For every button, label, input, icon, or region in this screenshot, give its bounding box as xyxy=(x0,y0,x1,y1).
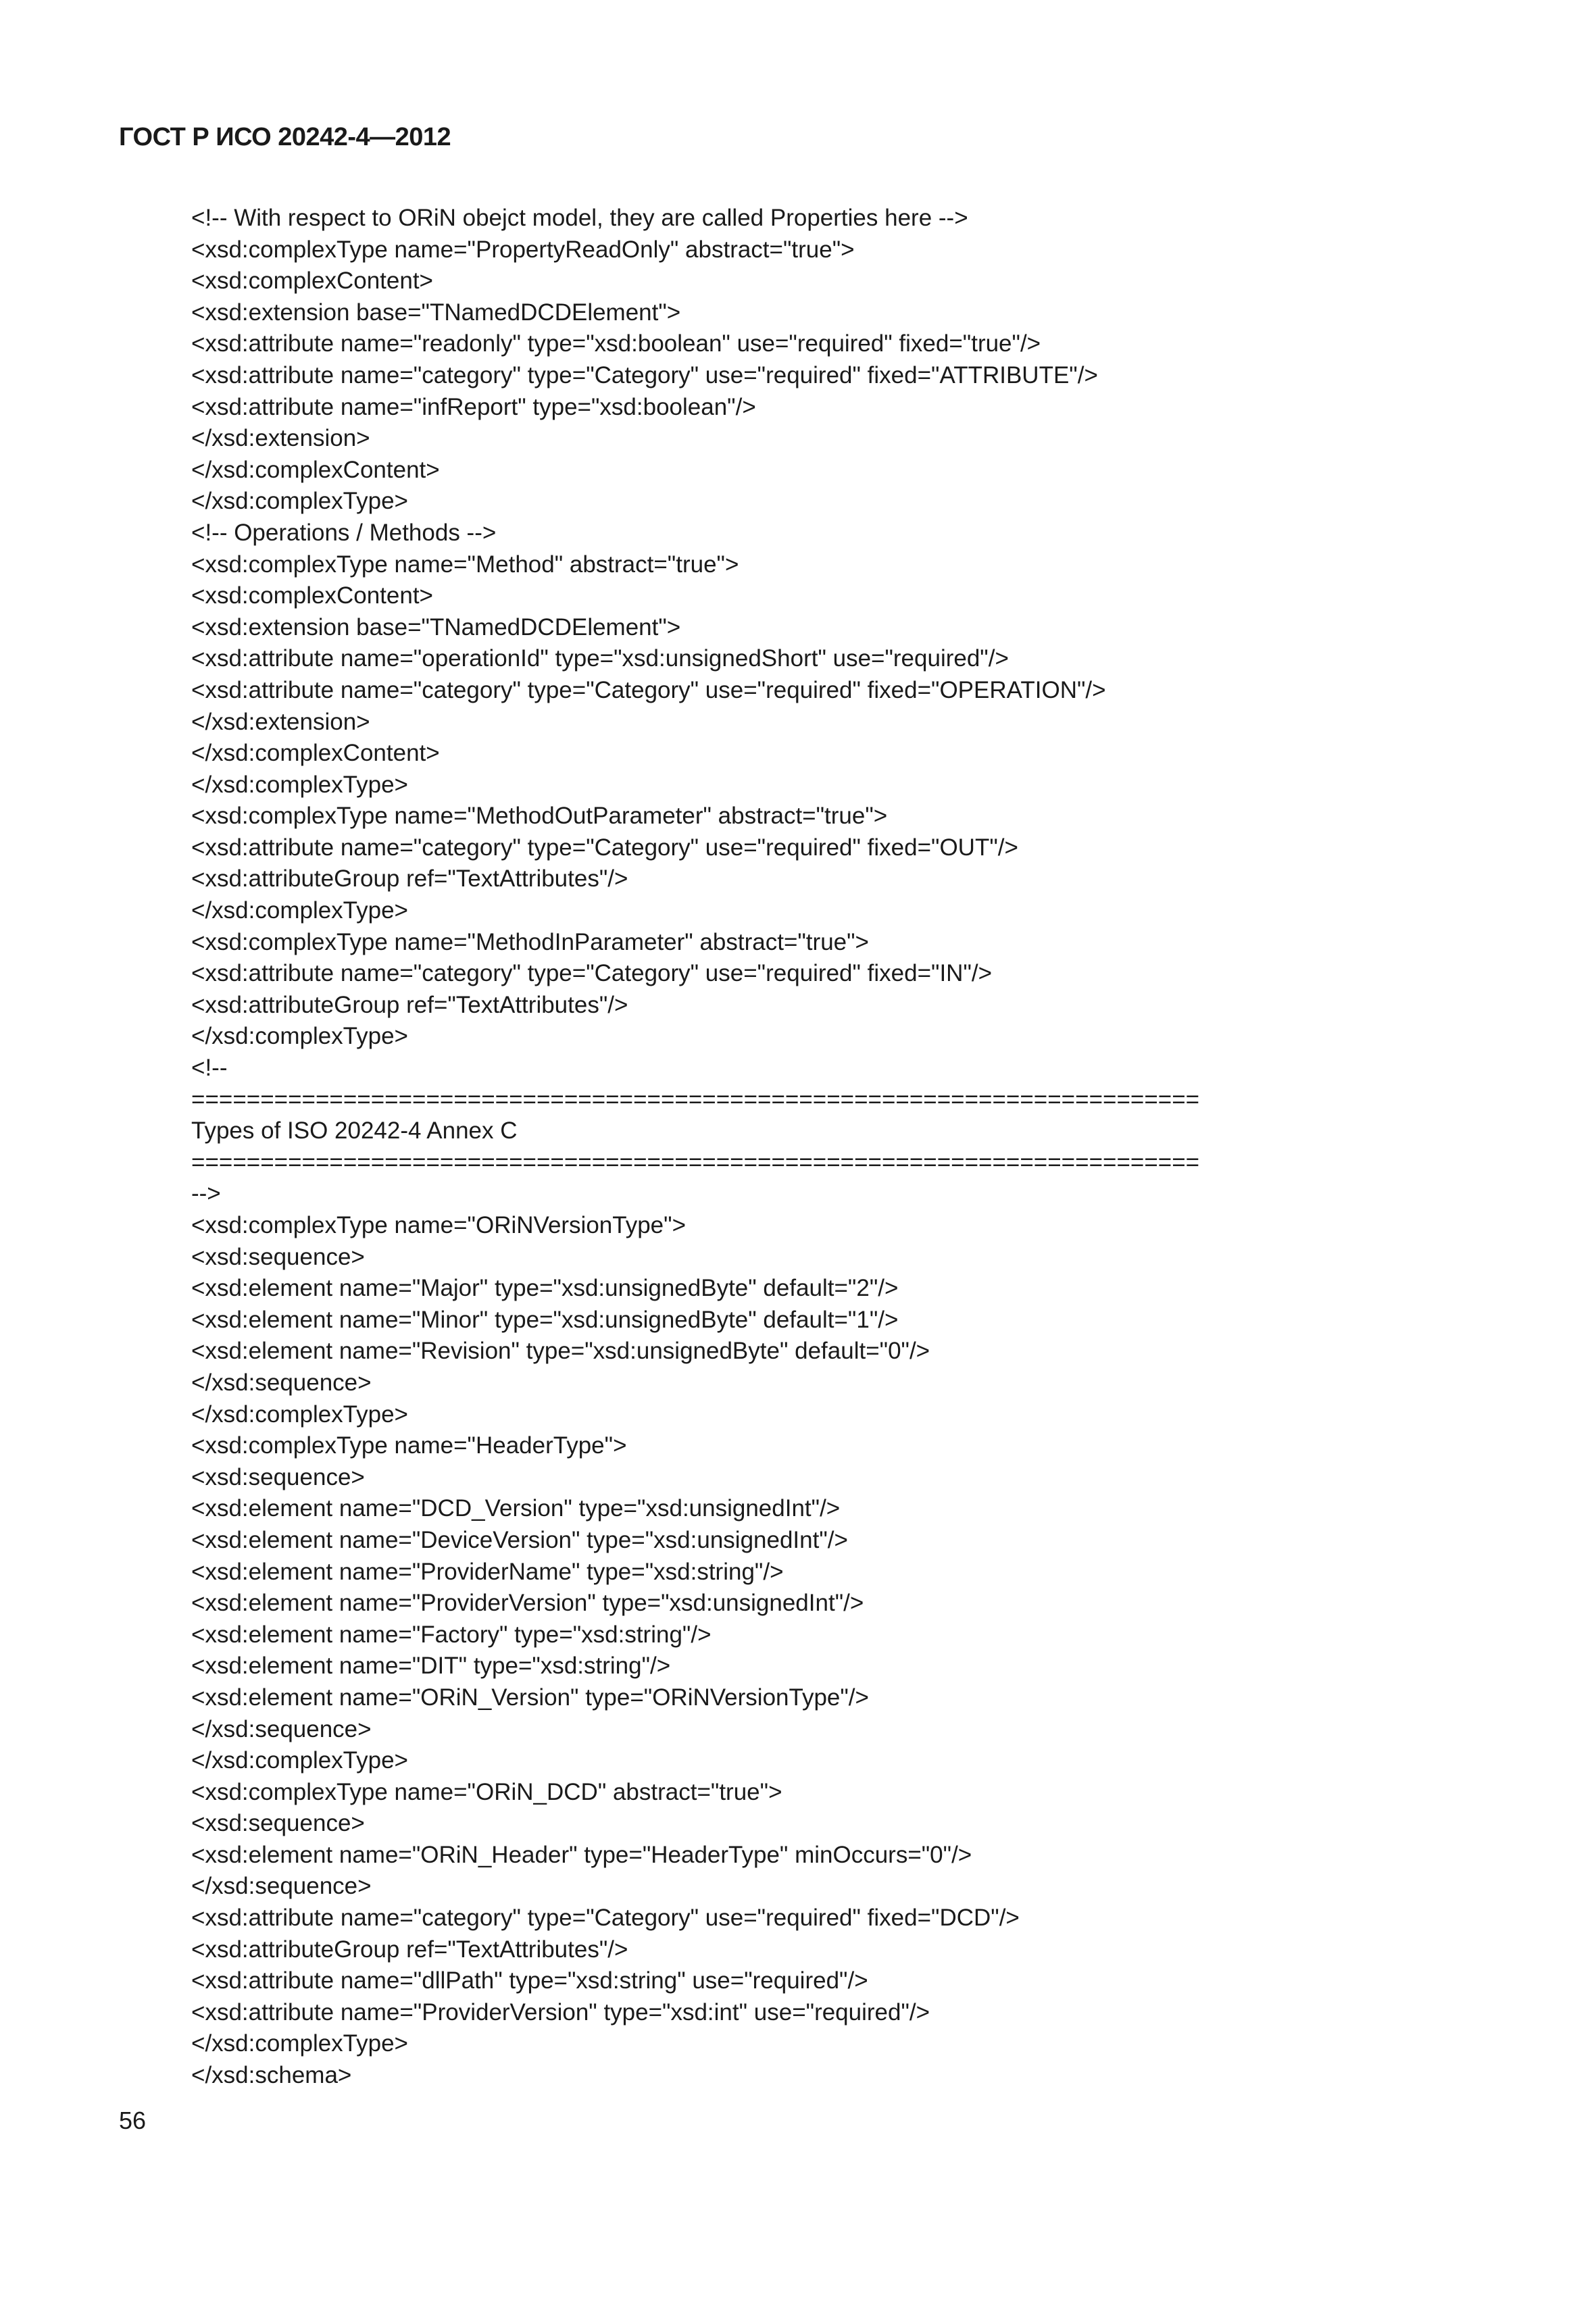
code-line: <xsd:attribute name="category" type="Category" use="required" fixed="ATTRIBUTE"/> xyxy=(191,361,1098,388)
code-line: </xsd:complexType> xyxy=(191,771,408,798)
code-line: <xsd:element name="Revision" type="xsd:unsignedByte" default="0"/> xyxy=(191,1338,930,1365)
code-line: </xsd:complexType> xyxy=(191,1747,408,1774)
code-line: </xsd:extension> xyxy=(191,708,370,735)
code-line: </xsd:extension> xyxy=(191,425,370,452)
code-line: <xsd:attribute name="category" type="Category" use="required" fixed="OPERATION"/> xyxy=(191,676,1106,703)
page-number: 56 xyxy=(119,2107,147,2134)
document-header: ГОСТ Р ИСО 20242-4—2012 xyxy=(119,123,451,151)
code-line: <xsd:complexType name="PropertyReadOnly" abstract="true"> xyxy=(191,236,855,263)
code-line: <xsd:element name="ProviderVersion" type="xsd:unsignedInt"/> xyxy=(191,1590,864,1617)
code-line: <xsd:element name="Minor" type="xsd:unsignedByte" default="1"/> xyxy=(191,1306,899,1333)
code-line: <xsd:complexType name="Method" abstract="true"> xyxy=(191,551,739,578)
code-line: </xsd:sequence> xyxy=(191,1369,372,1396)
code-line: Types of ISO 20242-4 Annex C xyxy=(191,1117,518,1145)
code-line: <!-- With respect to ORiN obejct model, they are called Properties here --> xyxy=(191,205,968,231)
code-line: </xsd:complexContent> xyxy=(191,740,440,767)
code-line: <xsd:attribute name="operationId" type="xsd:unsignedShort" use="required"/> xyxy=(191,645,1009,672)
code-line: </xsd:complexType> xyxy=(191,2030,408,2057)
code-line: <xsd:complexType name="MethodOutParameter" abstract="true"> xyxy=(191,803,888,830)
code-line: <xsd:complexContent> xyxy=(191,268,433,295)
code-line: </xsd:complexContent> xyxy=(191,456,440,483)
code-line: <xsd:sequence> xyxy=(191,1463,365,1490)
code-line: </xsd:schema> xyxy=(191,2062,352,2089)
code-line: ========================================================================= xyxy=(191,1149,1200,1176)
code-line: <xsd:sequence> xyxy=(191,1243,365,1270)
code-line: </xsd:sequence> xyxy=(191,1715,372,1742)
code-line: </xsd:complexType> xyxy=(191,1023,408,1050)
code-line: <xsd:extension base="TNamedDCDElement"> xyxy=(191,299,681,326)
code-line: <xsd:element name="ProviderName" type="xsd:string"/> xyxy=(191,1558,784,1585)
code-line: <xsd:element name="DeviceVersion" type="xsd:unsignedInt"/> xyxy=(191,1526,848,1553)
code-line: <xsd:element name="DCD_Version" type="xsd:unsignedInt"/> xyxy=(191,1495,841,1522)
code-line: <xsd:attributeGroup ref="TextAttributes"/> xyxy=(191,865,628,892)
code-line: </xsd:complexType> xyxy=(191,488,408,515)
code-line: <xsd:sequence> xyxy=(191,1810,365,1837)
code-line: <xsd:element name="Factory" type="xsd:string"/> xyxy=(191,1621,712,1648)
code-line: <xsd:complexType name="ORiNVersionType"> xyxy=(191,1212,687,1238)
code-line: <xsd:element name="ORiN_Header" type="HeaderType" minOccurs="0"/> xyxy=(191,1841,972,1868)
code-line: <xsd:element name="Major" type="xsd:unsignedByte" default="2"/> xyxy=(191,1275,899,1302)
code-line: <xsd:element name="DIT" type="xsd:string"/> xyxy=(191,1653,671,1680)
code-line: <xsd:attribute name="dllPath" type="xsd:string" use="required"/> xyxy=(191,1967,868,1994)
code-line: <xsd:attribute name="category" type="Category" use="required" fixed="DCD"/> xyxy=(191,1905,1020,1932)
code-line: --> xyxy=(191,1180,221,1207)
code-line: <xsd:attribute name="ProviderVersion" type="xsd:int" use="required"/> xyxy=(191,1998,930,2026)
code-line: <xsd:complexType name="MethodInParameter" abstract="true"> xyxy=(191,928,869,955)
code-line: <xsd:attribute name="category" type="Category" use="required" fixed="IN"/> xyxy=(191,960,993,987)
code-line: <xsd:element name="ORiN_Version" type="ORiNVersionType"/> xyxy=(191,1684,869,1711)
code-line: <xsd:attribute name="infReport" type="xsd:boolean"/> xyxy=(191,393,756,420)
code-line: <xsd:attributeGroup ref="TextAttributes"/> xyxy=(191,991,628,1018)
code-line: <xsd:complexContent> xyxy=(191,582,433,609)
code-line: <!-- xyxy=(191,1055,228,1082)
xml-schema-code-block xyxy=(191,203,1340,2092)
code-line: ========================================================================= xyxy=(191,1086,1200,1113)
code-line: <xsd:complexType name="ORiN_DCD" abstract="true"> xyxy=(191,1778,782,1805)
code-line: <xsd:complexType name="HeaderType"> xyxy=(191,1432,627,1459)
code-line: </xsd:complexType> xyxy=(191,897,408,924)
code-line: <xsd:attributeGroup ref="TextAttributes"/> xyxy=(191,1936,628,1963)
code-line: <!-- Operations / Methods --> xyxy=(191,519,497,546)
code-line: <xsd:attribute name="category" type="Category" use="required" fixed="OUT"/> xyxy=(191,834,1018,861)
code-line: </xsd:complexType> xyxy=(191,1401,408,1428)
code-line: <xsd:attribute name="readonly" type="xsd:boolean" use="required" fixed="true"/> xyxy=(191,330,1041,357)
code-line: <xsd:extension base="TNamedDCDElement"> xyxy=(191,613,681,640)
code-line: </xsd:sequence> xyxy=(191,1873,372,1900)
